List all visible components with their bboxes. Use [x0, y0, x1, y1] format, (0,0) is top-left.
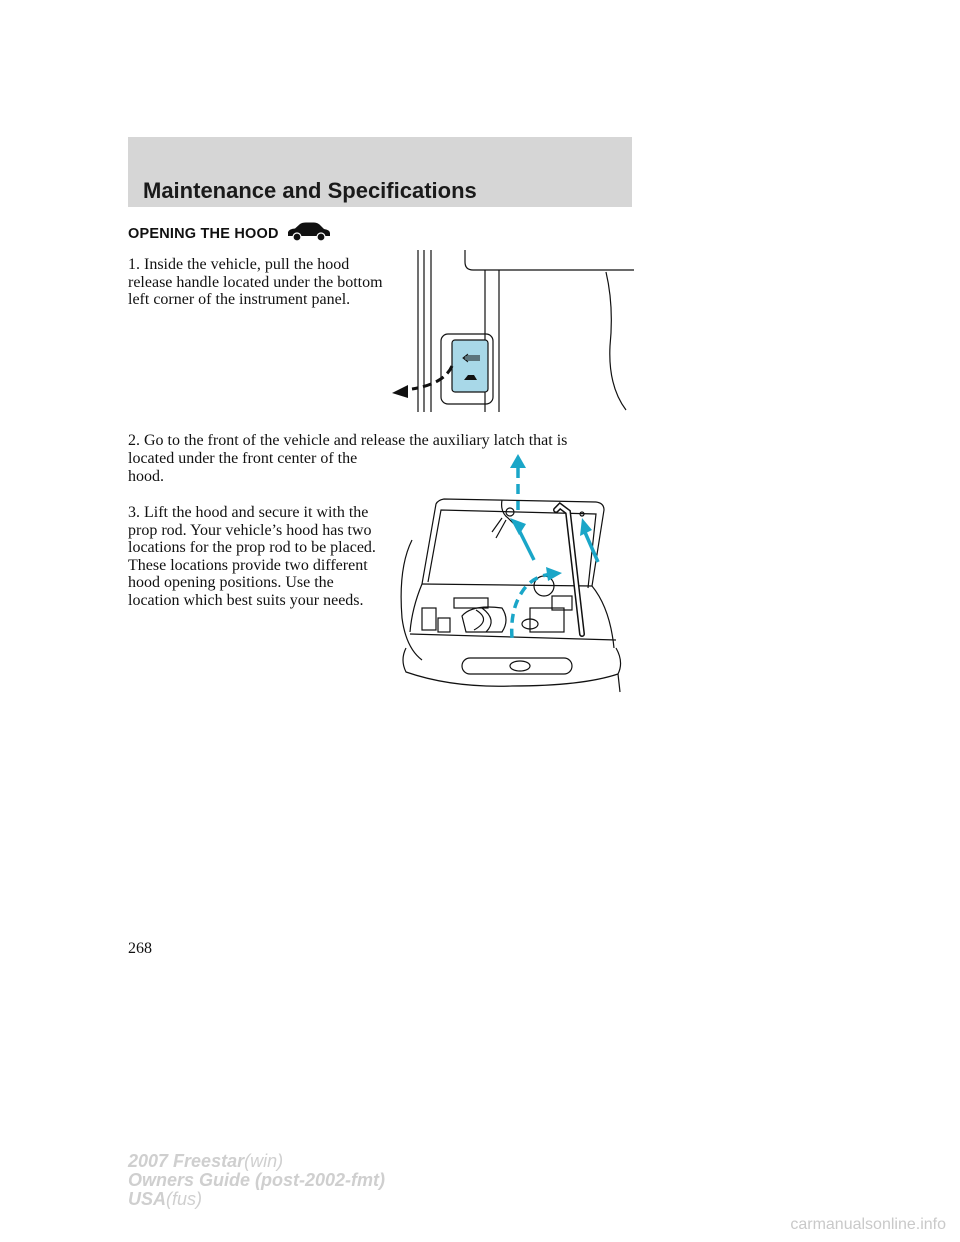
open-hood-prop-rod-illustration: [392, 448, 626, 694]
step-3-text: 3. Lift the hood and secure it with the prop rod. Your vehicle’s hood has two locations for the prop rod to be placed. These locations provide two different hood opening positions. Use the location which best suits your needs.: [128, 504, 376, 609]
footer-market: USA: [128, 1189, 167, 1209]
section-title: OPENING THE HOOD: [128, 226, 279, 242]
hood-release-handle-illustration: [388, 246, 634, 414]
step-1-text: 1. Inside the vehicle, pull the hood release handle located under the bottom left corner of the instrument panel.: [128, 256, 383, 308]
footer-guide: Owners Guide (post-2002-fmt): [128, 1170, 386, 1190]
step-2-text-line-2: located under the front center of the hood.: [128, 450, 358, 485]
footer-model-code: (win): [244, 1151, 284, 1171]
footer-market-code: (fus): [166, 1189, 203, 1209]
page-number: 268: [128, 940, 152, 957]
watermark: carmanualsonline.info: [790, 1216, 946, 1233]
document-footer: [128, 1152, 385, 1209]
step-2-text-line-1: 2. Go to the front of the vehicle and release the auxiliary latch that is: [128, 432, 568, 449]
footer-model: 2007 Freestar: [128, 1151, 245, 1171]
page-title: Maintenance and Specifications: [143, 178, 477, 203]
car-icon: [286, 220, 332, 242]
